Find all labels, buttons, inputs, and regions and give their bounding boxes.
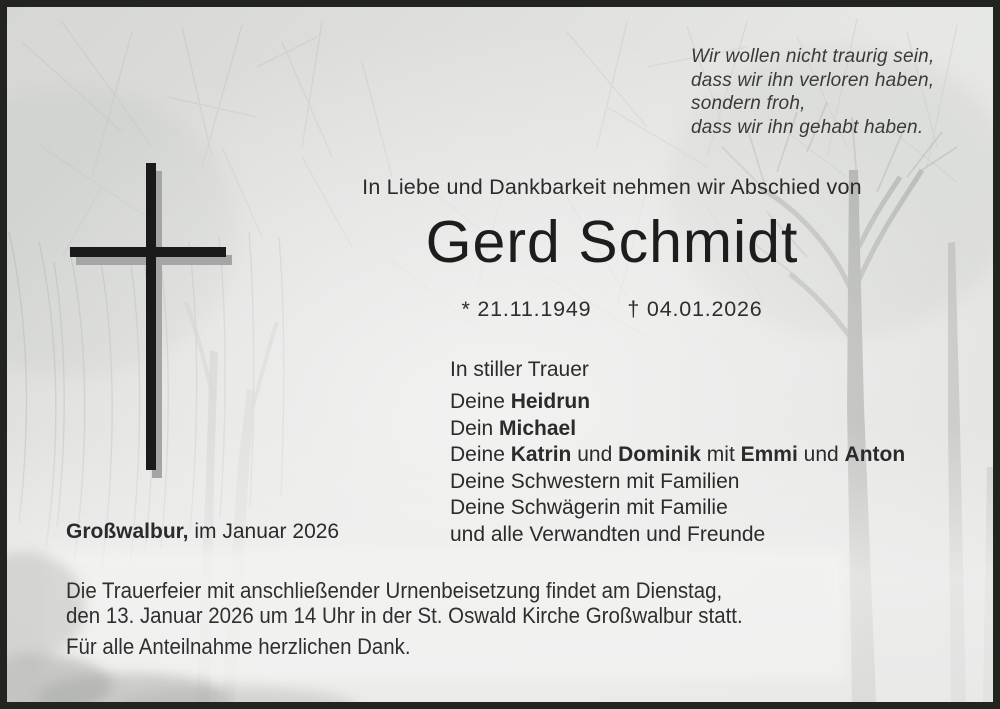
mourner-text: mit	[700, 443, 741, 467]
epigraph-line: Wir wollen nicht traurig sein,	[691, 46, 935, 67]
intro-line: In Liebe und Dankbarkeit nehmen wir Abschied von	[362, 175, 862, 199]
announcement-line: Die Trauerfeier mit anschließender Urnenbeisetzung findet am Dienstag,	[66, 578, 723, 603]
mourner-text: Deine	[450, 390, 511, 413]
obituary-card	[7, 7, 993, 702]
mourner-name: Emmi	[740, 443, 798, 467]
mourner-text: Deine	[450, 443, 511, 467]
mourners-list	[450, 389, 970, 549]
life-dates	[352, 297, 872, 322]
birth-date: * 21.11.1949	[461, 297, 592, 321]
mourning-block	[450, 357, 970, 549]
mourner-line	[450, 522, 970, 549]
epigraph-line: dass wir ihn gehabt haben.	[691, 116, 924, 138]
mourner-name: Anton	[844, 443, 906, 467]
announcement	[66, 579, 838, 660]
epigraph	[691, 45, 971, 139]
mourner-name: Katrin	[510, 443, 572, 467]
epigraph-line: dass wir ihn verloren haben,	[691, 69, 935, 91]
mourning-title: In stiller Trauer	[450, 358, 589, 381]
mourner-text: und alle Verwandten und Freunde	[450, 522, 766, 546]
mourner-name: Dominik	[618, 443, 701, 467]
mourner-line	[450, 469, 970, 496]
announcement-line: Für alle Anteilnahme herzlichen Dank.	[66, 634, 411, 659]
mourner-text: und	[571, 443, 619, 467]
mourner-text: und	[797, 443, 845, 467]
place-name: Großwalbur,	[66, 520, 189, 543]
mourner-name: Michael	[499, 416, 577, 440]
announcement-line: den 13. Januar 2026 um 14 Uhr in der St. Oswald Kirche Großwalbur statt.	[66, 602, 743, 628]
death-date: † 04.01.2026	[627, 297, 763, 321]
mourner-line	[450, 442, 970, 469]
mourner-text: Deine Schwägerin mit Familie	[450, 496, 728, 520]
mourner-text: Dein	[450, 416, 500, 440]
mourner-text: Deine Schwestern mit Familien	[450, 469, 740, 493]
place-date-text: im Januar 2026	[188, 520, 340, 543]
mourner-line	[450, 495, 970, 522]
mourner-name: Heidrun	[510, 390, 591, 413]
deceased-name: Gerd Schmidt	[425, 209, 799, 275]
epigraph-line: sondern froh,	[691, 93, 806, 115]
mourner-line	[450, 389, 970, 416]
mourner-line	[450, 416, 970, 443]
memorial-cross-icon	[7, 7, 307, 507]
place-date-line	[66, 520, 339, 544]
